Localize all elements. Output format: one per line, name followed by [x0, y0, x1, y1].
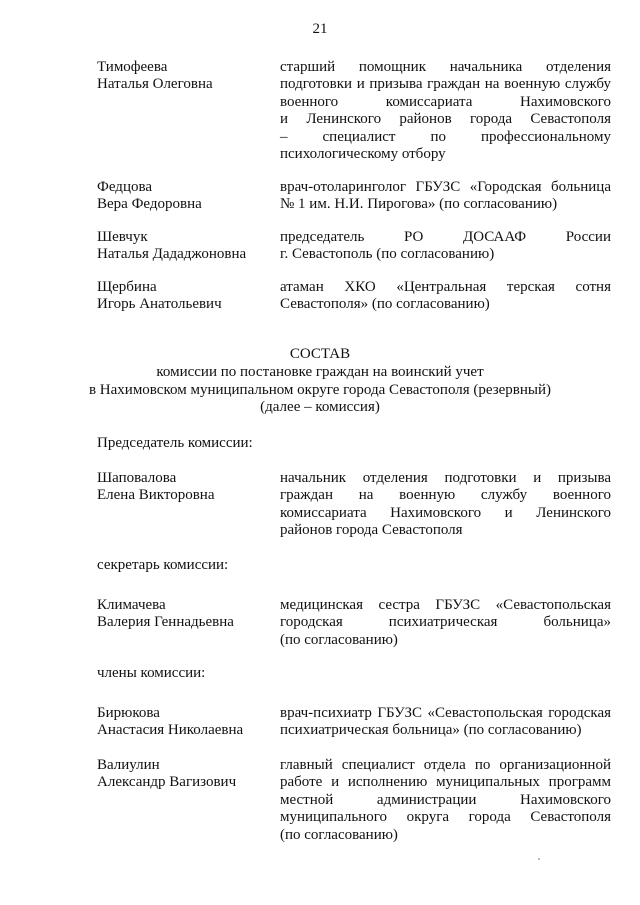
- position-line: старший помощник начальника отделения: [280, 59, 611, 75]
- position-line: атаман ХКО «Центральная терская сотня: [280, 279, 611, 295]
- position-line: председатель РО ДОСААФ России: [280, 229, 611, 245]
- position-line: г. Севастополь (по согласованию): [280, 246, 495, 262]
- position-line: районов города Севастополя: [280, 522, 463, 538]
- chair-label: Председатель комиссии:: [97, 435, 253, 451]
- person-surname: Бирюкова: [97, 705, 160, 721]
- section-subtitle-line: комиссии по постановке граждан на воинский учет: [156, 364, 484, 380]
- person-given-names: Елена Викторовна: [97, 487, 215, 503]
- position-line: местной администрации Нахимовского: [280, 792, 611, 808]
- position-line: и Ленинского районов города Севастополя: [280, 111, 611, 127]
- person-given-names: Вера Федоровна: [97, 196, 202, 212]
- person-given-names: Александр Вагизович: [97, 774, 237, 790]
- scan-speck: [538, 858, 540, 860]
- position-line: медицинская сестра ГБУЗС «Севастопольская: [280, 597, 611, 613]
- person-given-names: Игорь Анатольевич: [97, 296, 222, 312]
- section-subtitle-line: в Нахимовском муниципальном округе города Севастополя (резервный): [88, 382, 552, 398]
- person-given-names: Анастасия Николаевна: [97, 722, 244, 738]
- members-label: члены комиссии:: [97, 665, 206, 681]
- person-surname: Щербина: [97, 279, 157, 295]
- position-line: психологическому отбору: [280, 146, 446, 162]
- person-surname: Валиулин: [97, 757, 160, 773]
- person-surname: Федцова: [97, 179, 153, 195]
- position-line: – специалист по профессиональному: [280, 129, 611, 145]
- position-line: работе и исполнению муниципальных программ: [280, 774, 611, 790]
- position-line: начальник отделения подготовки и призыва: [280, 470, 611, 486]
- person-surname: Климачева: [97, 597, 166, 613]
- page-number: 21: [312, 21, 328, 37]
- person-surname: Тимофеева: [97, 59, 168, 75]
- position-line: врач-отоларинголог ГБУЗС «Городская больница: [280, 179, 611, 195]
- position-line: граждан на военную службу военного: [280, 487, 611, 503]
- position-line: Севастополя» (по согласованию): [280, 296, 490, 312]
- position-line: комиссариата Нахимовского и Ленинского: [280, 505, 611, 521]
- position-line: главный специалист отдела по организационной: [280, 757, 611, 773]
- position-line: подготовки и призыва граждан на военную службу: [280, 76, 611, 92]
- position-line: муниципального округа города Севастополя: [280, 809, 611, 825]
- position-line: военного комиссариата Нахимовского: [280, 94, 611, 110]
- secretary-label: секретарь комиссии:: [97, 557, 229, 573]
- person-surname: Шаповалова: [97, 470, 177, 486]
- section-title: СОСТАВ: [289, 346, 351, 362]
- section-subtitle-line: (далее – комиссия): [260, 399, 380, 415]
- position-line: врач-психиатр ГБУЗС «Севастопольская городская: [280, 705, 611, 721]
- person-surname: Шевчук: [97, 229, 148, 245]
- person-given-names: Наталья Олеговна: [97, 76, 213, 92]
- position-line: (по согласованию): [280, 827, 398, 843]
- person-given-names: Наталья Дададжоновна: [97, 246, 247, 262]
- position-line: городская психиатрическая больница»: [280, 614, 611, 630]
- position-line: № 1 им. Н.И. Пирогова» (по согласованию): [280, 196, 558, 212]
- position-line: психиатрическая больница» (по согласованию): [280, 722, 582, 738]
- person-given-names: Валерия Геннадьевна: [97, 614, 234, 630]
- position-line: (по согласованию): [280, 632, 398, 648]
